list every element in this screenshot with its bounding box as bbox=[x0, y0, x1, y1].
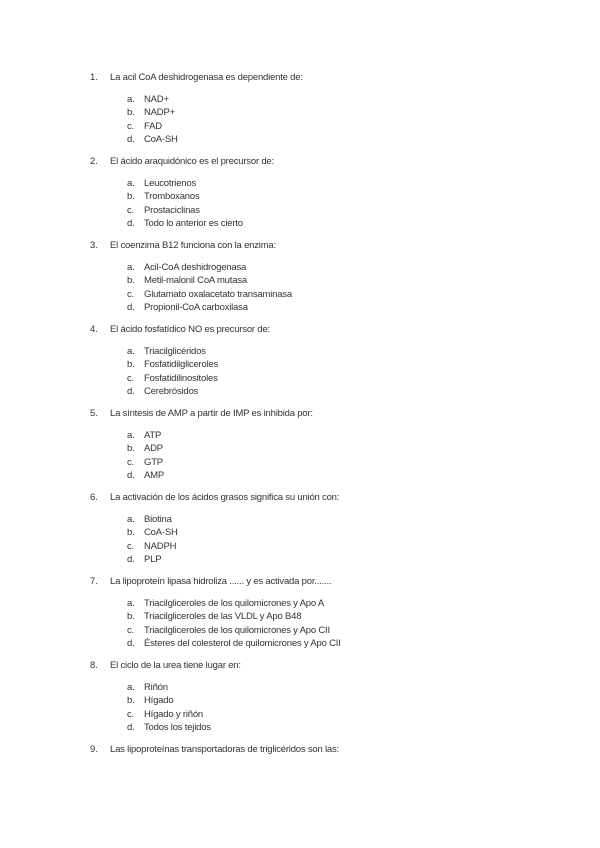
option-text: Tromboxanos bbox=[144, 191, 200, 203]
question-text: La lipoproteín lipasa hidroliza ...... y es activada por....... bbox=[110, 576, 332, 587]
option-text: Todo lo anterior es cierto bbox=[144, 218, 243, 230]
option-text: NADPH bbox=[144, 540, 177, 552]
option-item bbox=[0, 695, 600, 708]
option-letter: a. bbox=[127, 598, 135, 609]
option-letter: a. bbox=[127, 94, 135, 105]
option-letter: b. bbox=[127, 695, 135, 707]
option-item bbox=[0, 359, 600, 372]
option-item bbox=[0, 470, 600, 483]
options-list bbox=[0, 598, 600, 652]
option-letter: d. bbox=[127, 302, 135, 314]
option-item bbox=[0, 638, 600, 651]
option-item bbox=[0, 722, 600, 735]
option-letter: d. bbox=[127, 218, 135, 230]
option-letter: d. bbox=[127, 554, 135, 566]
question-text: El ácido fosfatídico NO es precursor de: bbox=[110, 324, 270, 335]
option-letter: a. bbox=[127, 682, 135, 693]
options-list bbox=[0, 514, 600, 568]
question-number: 1. bbox=[90, 72, 98, 83]
option-text: Hígado y riñón bbox=[144, 708, 203, 720]
option-text: GTP bbox=[144, 456, 163, 468]
options-list bbox=[0, 262, 600, 316]
question-number: 2. bbox=[90, 156, 98, 167]
option-item bbox=[0, 205, 600, 218]
option-letter: c. bbox=[127, 288, 134, 300]
option-text: CoA-SH bbox=[144, 134, 178, 146]
option-text: FAD bbox=[144, 120, 162, 132]
option-text: Fosfatidilgliceroles bbox=[144, 359, 219, 371]
option-letter: c. bbox=[127, 204, 134, 216]
option-letter: a. bbox=[127, 346, 135, 357]
option-item bbox=[0, 430, 600, 443]
option-item bbox=[0, 443, 600, 456]
option-letter: c. bbox=[127, 540, 134, 552]
option-letter: a. bbox=[127, 514, 135, 525]
option-text: Hígado bbox=[144, 695, 174, 707]
option-text: NAD+ bbox=[144, 94, 169, 105]
option-letter: a. bbox=[127, 262, 135, 273]
option-text: Propionil-CoA carboxilasa bbox=[144, 302, 248, 314]
option-text: Fosfatidilinositoles bbox=[144, 372, 218, 384]
option-letter: d. bbox=[127, 134, 135, 146]
option-text: Triacilglicéridos bbox=[144, 346, 206, 357]
option-item bbox=[0, 107, 600, 120]
options-list bbox=[0, 178, 600, 232]
option-text: Riñón bbox=[144, 682, 168, 693]
question-number: 4. bbox=[90, 324, 98, 335]
option-letter: c. bbox=[127, 708, 134, 720]
question-number: 8. bbox=[90, 660, 98, 671]
option-item bbox=[0, 178, 600, 191]
options-list bbox=[0, 682, 600, 736]
option-letter: d. bbox=[127, 722, 135, 734]
question-text: La acil CoA deshidrogenasa es dependiente de: bbox=[110, 72, 303, 83]
option-letter: b. bbox=[127, 275, 135, 287]
option-letter: c. bbox=[127, 456, 134, 468]
option-item bbox=[0, 275, 600, 288]
option-text: NADP+ bbox=[144, 107, 175, 119]
option-item bbox=[0, 541, 600, 554]
option-item bbox=[0, 457, 600, 470]
question-text: La activación de los ácidos grasos significa su unión con: bbox=[110, 492, 340, 503]
option-letter: d. bbox=[127, 386, 135, 398]
option-text: Glutamato oxalacetato transaminasa bbox=[144, 288, 292, 300]
option-item bbox=[0, 554, 600, 567]
question-number: 7. bbox=[90, 576, 98, 587]
option-text: Acil-CoA deshidrogenasa bbox=[144, 262, 247, 273]
option-item bbox=[0, 682, 600, 695]
option-text: Biotina bbox=[144, 514, 172, 525]
option-item bbox=[0, 134, 600, 147]
question-text: El ácido araquidónico es el precursor de: bbox=[110, 156, 274, 167]
question-number: 6. bbox=[90, 492, 98, 503]
option-letter: b. bbox=[127, 359, 135, 371]
option-letter: b. bbox=[127, 191, 135, 203]
question-text: Las lipoproteínas transportadoras de triglicéridos son las: bbox=[110, 744, 339, 755]
question-text: La síntesis de AMP a partir de IMP es inhibida por: bbox=[110, 408, 313, 419]
option-letter: b. bbox=[127, 527, 135, 539]
option-letter: d. bbox=[127, 638, 135, 650]
option-item bbox=[0, 514, 600, 527]
option-text: Triacilgliceroles de los quilomicrones y Apo CII bbox=[144, 624, 330, 636]
option-item bbox=[0, 346, 600, 359]
question-text: El coenzima B12 funciona con la enzima: bbox=[110, 240, 276, 251]
question-number: 9. bbox=[90, 744, 98, 755]
option-letter: c. bbox=[127, 624, 134, 636]
option-text: Metil-malonil CoA mutasa bbox=[144, 275, 247, 287]
option-letter: b. bbox=[127, 443, 135, 455]
option-letter: c. bbox=[127, 120, 134, 132]
option-item bbox=[0, 527, 600, 540]
option-item bbox=[0, 611, 600, 624]
options-list bbox=[0, 94, 600, 148]
option-text: PLP bbox=[144, 554, 162, 566]
option-letter: b. bbox=[127, 611, 135, 623]
option-item bbox=[0, 709, 600, 722]
question-text: El ciclo de la urea tiene lugar en: bbox=[110, 660, 241, 671]
option-text: Ésteres del colesterol de quilomicrones y Apo CII bbox=[144, 638, 341, 650]
option-text: ADP bbox=[144, 443, 163, 455]
option-item bbox=[0, 625, 600, 638]
option-text: AMP bbox=[144, 470, 164, 482]
option-text: Todos los tejidos bbox=[144, 722, 211, 734]
options-list bbox=[0, 430, 600, 484]
option-item bbox=[0, 598, 600, 611]
option-item bbox=[0, 302, 600, 315]
option-item bbox=[0, 386, 600, 399]
option-letter: d. bbox=[127, 470, 135, 482]
option-text: Leucotrienos bbox=[144, 178, 196, 189]
option-text: Cerebrósidos bbox=[144, 386, 199, 398]
option-text: Prostaciclinas bbox=[144, 204, 200, 216]
option-item bbox=[0, 218, 600, 231]
option-item bbox=[0, 191, 600, 204]
option-letter: a. bbox=[127, 430, 135, 441]
option-item bbox=[0, 262, 600, 275]
option-letter: b. bbox=[127, 107, 135, 119]
option-letter: a. bbox=[127, 178, 135, 189]
option-letter: c. bbox=[127, 372, 134, 384]
question-number: 5. bbox=[90, 408, 98, 419]
option-text: Triacilgliceroles de las VLDL y Apo B48 bbox=[144, 611, 302, 623]
option-item bbox=[0, 121, 600, 134]
option-text: Triacilgliceroles de los quilomicrones y Apo A bbox=[144, 598, 325, 609]
option-item bbox=[0, 373, 600, 386]
option-text: CoA-SH bbox=[144, 527, 178, 539]
option-item bbox=[0, 289, 600, 302]
options-list bbox=[0, 346, 600, 400]
option-text: ATP bbox=[144, 430, 162, 441]
question-number: 3. bbox=[90, 240, 98, 251]
option-item bbox=[0, 94, 600, 107]
